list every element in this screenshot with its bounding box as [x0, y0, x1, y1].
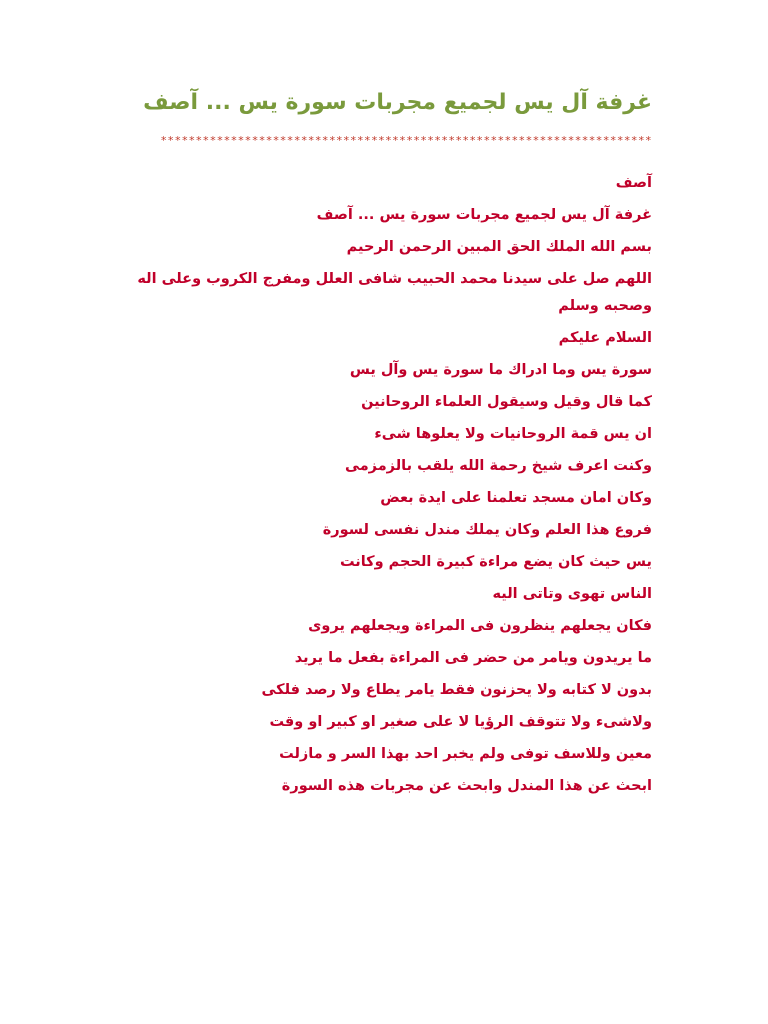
paragraph: ابحث عن هذا المندل وابحث عن مجربات هذه السورة: [281, 778, 652, 794]
paragraph: بسم الله الملك الحق المبين الرحمن الرحيم: [346, 239, 652, 255]
document-body: [118, 170, 652, 805]
document-title: غرفة آل يس لجميع مجربات سورة يس ... آصف: [143, 90, 652, 115]
paragraph: بدون لا كتابه ولا يحزنون فقط يامر يطاع ولا رصد فلكى: [261, 682, 652, 698]
paragraph: الناس تهوى وتاتى اليه: [492, 586, 652, 602]
paragraph: يس حيث كان يضع مراءة كبيرة الحجم وكانت: [339, 554, 652, 570]
paragraph: سورة يس وما ادراك ما سورة يس وآل يس: [349, 362, 652, 378]
document-page: [118, 0, 652, 1024]
paragraph: فكان يجعلهم ينظرون فى المراءة ويجعلهم يروى: [308, 618, 652, 634]
paragraph: السلام عليكم: [558, 330, 652, 346]
paragraph: وكان امان مسجد تعلمنا على ايدة بعض: [380, 490, 652, 506]
paragraph: ولاشىء ولا تتوقف الرؤيا لا على صغير او كبير او وقت: [269, 714, 652, 730]
paragraph: فروع هذا العلم وكان يملك مندل نفسى لسورة: [322, 522, 652, 538]
paragraph: غرفة آل يس لجميع مجربات سورة يس ... آصف: [316, 207, 652, 223]
paragraph: كما قال وقيل وسيقول العلماء الروحانين: [361, 394, 652, 410]
paragraph: وكنت اعرف شيخ رحمة الله يلقب بالزمزمى: [345, 458, 652, 474]
paragraph: آصف: [615, 175, 652, 191]
paragraph: ان يس قمة الروحانيات ولا يعلوها شىء: [374, 426, 652, 442]
paragraph: ما يريدون ويامر من حضر فى المراءة بفعل ما يريد: [294, 650, 652, 666]
paragraph: اللهم صل على سيدنا محمد الحبيب شافى العلل ومفرج الكروب وعلى اله وصحبه وسلم: [137, 271, 652, 314]
paragraph: معين وللاسف توفى ولم يخبر احد بهذا السر و مازلت: [279, 746, 652, 762]
asterisk-divider: **********************************************************************: [160, 134, 652, 147]
